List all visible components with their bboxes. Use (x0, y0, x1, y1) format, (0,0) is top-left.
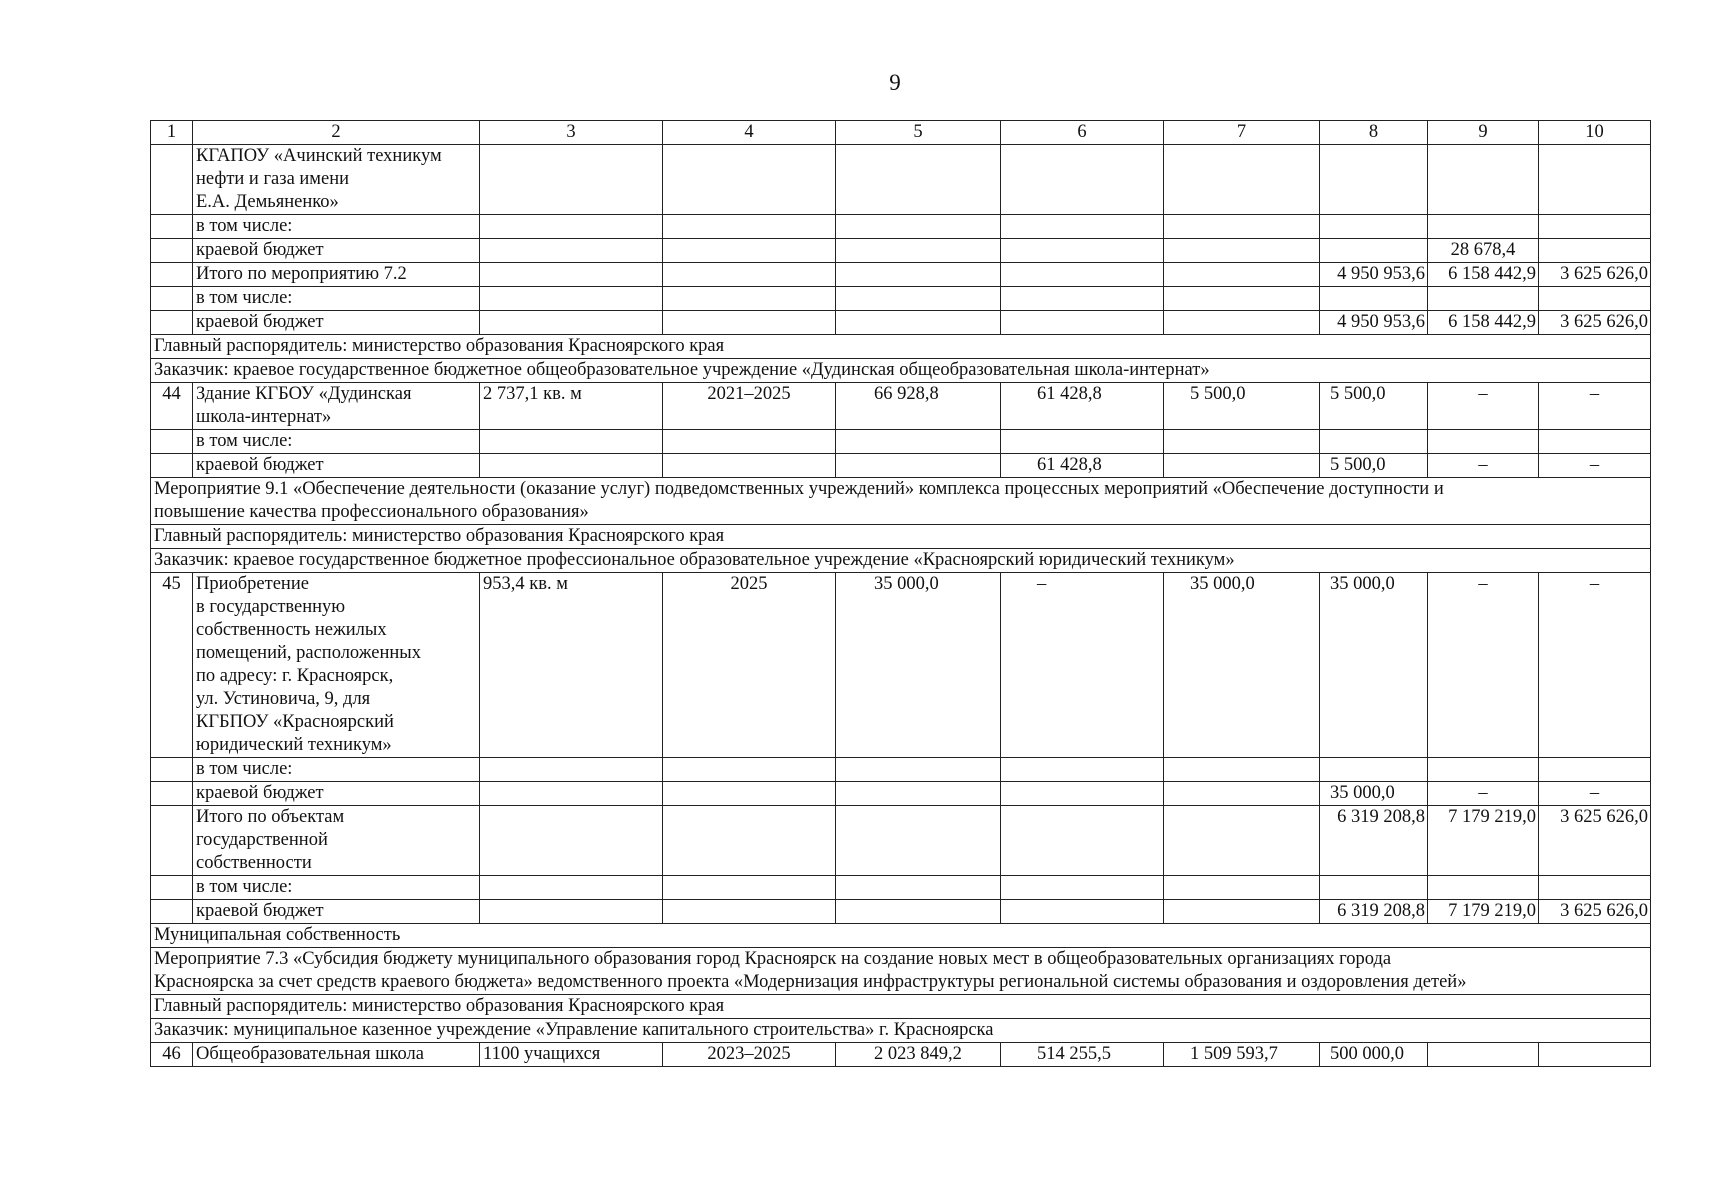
header-cell: 2 (193, 121, 480, 145)
value-cell (1001, 263, 1164, 287)
value-cell (1428, 876, 1539, 900)
value-cell: 61 428,8 (1001, 383, 1164, 430)
value-cell (1539, 215, 1651, 239)
value-cell (836, 806, 1001, 876)
value-cell (1001, 806, 1164, 876)
name-cell: в том числе: (193, 287, 480, 311)
row-number-cell: 44 (151, 383, 193, 430)
name-cell: в том числе: (193, 215, 480, 239)
value-cell: 4 950 953,6 (1320, 263, 1428, 287)
value-cell (836, 311, 1001, 335)
value-cell: 7 179 219,0 (1428, 806, 1539, 876)
table-row (151, 758, 1651, 782)
value-cell (1164, 430, 1320, 454)
value-cell (1164, 287, 1320, 311)
value-cell: 3 625 626,0 (1539, 311, 1651, 335)
table-row (151, 782, 1651, 806)
value-cell (1164, 454, 1320, 478)
value-cell (1428, 145, 1539, 215)
value-cell (1164, 876, 1320, 900)
value-cell: 514 255,5 (1001, 1043, 1164, 1067)
header-cell: 6 (1001, 121, 1164, 145)
value-cell: 5 500,0 (1320, 454, 1428, 478)
value-cell (663, 430, 836, 454)
value-cell (1164, 806, 1320, 876)
value-cell: 35 000,0 (836, 573, 1001, 758)
value-cell: – (1539, 782, 1651, 806)
header-cell: 10 (1539, 121, 1651, 145)
value-cell (663, 239, 836, 263)
value-cell: – (1539, 383, 1651, 430)
value-cell (480, 758, 663, 782)
value-cell (1428, 215, 1539, 239)
section-heading: Главный распорядитель: министерство образования Красноярского края (151, 995, 1651, 1019)
value-cell (1320, 239, 1428, 263)
value-cell (1164, 239, 1320, 263)
section-heading: Заказчик: краевое государственное бюджетное общеобразовательное учреждение «Дудинская общеобразовательная школа-интернат» (151, 359, 1651, 383)
value-cell (480, 900, 663, 924)
name-cell: Итого по объектам государственной собственности (193, 806, 480, 876)
value-cell (1164, 263, 1320, 287)
section-heading: Мероприятие 9.1 «Обеспечение деятельности (оказание услуг) подведомственных учреждений» комплекса процессных мероприятий «Обеспечение доступности и повышение качества профессионального образования» (151, 478, 1651, 525)
value-cell (663, 145, 836, 215)
value-cell (1539, 430, 1651, 454)
value-cell (1320, 876, 1428, 900)
value-cell (1428, 758, 1539, 782)
name-cell: краевой бюджет (193, 239, 480, 263)
value-cell: 2 023 849,2 (836, 1043, 1001, 1067)
value-cell: 3 625 626,0 (1539, 263, 1651, 287)
value-cell: – (1001, 573, 1164, 758)
value-cell (480, 454, 663, 478)
value-cell: 28 678,4 (1428, 239, 1539, 263)
value-cell: 2 737,1 кв. м (480, 383, 663, 430)
row-number-cell (151, 454, 193, 478)
value-cell (480, 263, 663, 287)
value-cell (1320, 215, 1428, 239)
value-cell (480, 876, 663, 900)
section-row (151, 359, 1651, 383)
value-cell (663, 311, 836, 335)
section-heading: Заказчик: муниципальное казенное учреждение «Управление капитального строительства» г. Красноярска (151, 1019, 1651, 1043)
row-number-cell (151, 145, 193, 215)
name-cell: краевой бюджет (193, 900, 480, 924)
value-cell (1428, 430, 1539, 454)
value-cell (1539, 287, 1651, 311)
value-cell: 66 928,8 (836, 383, 1001, 430)
value-cell (1001, 876, 1164, 900)
value-cell (1164, 782, 1320, 806)
header-cell: 5 (836, 121, 1001, 145)
table-row (151, 900, 1651, 924)
value-cell (663, 782, 836, 806)
value-cell (1320, 430, 1428, 454)
value-cell (836, 454, 1001, 478)
value-cell (1428, 287, 1539, 311)
table-row (151, 311, 1651, 335)
value-cell: 6 319 208,8 (1320, 806, 1428, 876)
row-number-cell (151, 876, 193, 900)
value-cell: 7 179 219,0 (1428, 900, 1539, 924)
value-cell (1001, 145, 1164, 215)
header-cell: 9 (1428, 121, 1539, 145)
value-cell (1539, 758, 1651, 782)
value-cell (1001, 215, 1164, 239)
value-cell (1164, 311, 1320, 335)
value-cell (1539, 876, 1651, 900)
section-row (151, 948, 1651, 995)
budget-table (150, 120, 1651, 1067)
value-cell: – (1539, 454, 1651, 478)
value-cell (480, 239, 663, 263)
name-cell: Здание КГБОУ «Дудинская школа-интернат» (193, 383, 480, 430)
value-cell (1164, 900, 1320, 924)
row-number-cell (151, 782, 193, 806)
value-cell (836, 263, 1001, 287)
value-cell (663, 263, 836, 287)
value-cell (663, 215, 836, 239)
table-row (151, 1043, 1651, 1067)
section-heading: Заказчик: краевое государственное бюджетное профессиональное образовательное учреждение «Красноярский юридический техникум» (151, 549, 1651, 573)
section-heading: Главный распорядитель: министерство образования Красноярского края (151, 335, 1651, 359)
value-cell (1001, 287, 1164, 311)
value-cell: 2023–2025 (663, 1043, 836, 1067)
value-cell (480, 806, 663, 876)
table-row (151, 573, 1651, 758)
value-cell: 1100 учащихся (480, 1043, 663, 1067)
value-cell: 6 319 208,8 (1320, 900, 1428, 924)
value-cell (1320, 758, 1428, 782)
header-cell: 7 (1164, 121, 1320, 145)
value-cell (1164, 145, 1320, 215)
section-row (151, 478, 1651, 525)
value-cell (836, 876, 1001, 900)
row-number-cell: 46 (151, 1043, 193, 1067)
value-cell (480, 782, 663, 806)
table-row (151, 145, 1651, 215)
table-row (151, 239, 1651, 263)
value-cell (1001, 758, 1164, 782)
value-cell: 2025 (663, 573, 836, 758)
row-number-cell (151, 263, 193, 287)
header-cell: 1 (151, 121, 193, 145)
value-cell (480, 287, 663, 311)
row-number-cell (151, 215, 193, 239)
value-cell: 35 000,0 (1320, 573, 1428, 758)
name-cell: в том числе: (193, 876, 480, 900)
value-cell: – (1428, 573, 1539, 758)
value-cell (836, 430, 1001, 454)
value-cell: 953,4 кв. м (480, 573, 663, 758)
value-cell (480, 311, 663, 335)
value-cell (1001, 311, 1164, 335)
value-cell: 3 625 626,0 (1539, 900, 1651, 924)
header-cell: 8 (1320, 121, 1428, 145)
table-row (151, 454, 1651, 478)
value-cell (663, 287, 836, 311)
section-row (151, 549, 1651, 573)
name-cell: в том числе: (193, 430, 480, 454)
value-cell: 5 500,0 (1164, 383, 1320, 430)
value-cell (836, 782, 1001, 806)
value-cell (836, 239, 1001, 263)
name-cell: Приобретение в государственную собственность нежилых помещений, расположенных по адресу: г. Красноярск, ул. Устиновича, 9, для КГБПОУ «Красноярский юридический техникум» (193, 573, 480, 758)
table-row (151, 806, 1651, 876)
value-cell (1320, 145, 1428, 215)
value-cell: – (1428, 782, 1539, 806)
value-cell (836, 145, 1001, 215)
value-cell (663, 454, 836, 478)
value-cell: 6 158 442,9 (1428, 263, 1539, 287)
value-cell: – (1539, 573, 1651, 758)
section-row (151, 924, 1651, 948)
section-row (151, 995, 1651, 1019)
table-row (151, 287, 1651, 311)
value-cell: 35 000,0 (1320, 782, 1428, 806)
value-cell (1001, 900, 1164, 924)
row-number-cell (151, 311, 193, 335)
name-cell: в том числе: (193, 758, 480, 782)
value-cell: – (1428, 454, 1539, 478)
table-row (151, 383, 1651, 430)
value-cell: 500 000,0 (1320, 1043, 1428, 1067)
table-row (151, 263, 1651, 287)
value-cell: 1 509 593,7 (1164, 1043, 1320, 1067)
value-cell: 6 158 442,9 (1428, 311, 1539, 335)
name-cell: Общеобразовательная школа (193, 1043, 480, 1067)
row-number-cell (151, 758, 193, 782)
section-heading: Муниципальная собственность (151, 924, 1651, 948)
value-cell (1320, 287, 1428, 311)
section-row (151, 525, 1651, 549)
row-number-cell: 45 (151, 573, 193, 758)
value-cell (1164, 215, 1320, 239)
header-cell: 3 (480, 121, 663, 145)
value-cell (663, 876, 836, 900)
value-cell: 5 500,0 (1320, 383, 1428, 430)
value-cell: 3 625 626,0 (1539, 806, 1651, 876)
header-row (151, 121, 1651, 145)
value-cell: 4 950 953,6 (1320, 311, 1428, 335)
value-cell (1428, 1043, 1539, 1067)
value-cell (1539, 239, 1651, 263)
value-cell (836, 287, 1001, 311)
row-number-cell (151, 239, 193, 263)
value-cell: 35 000,0 (1164, 573, 1320, 758)
section-row (151, 335, 1651, 359)
section-row (151, 1019, 1651, 1043)
section-heading: Главный распорядитель: министерство образования Красноярского края (151, 525, 1651, 549)
table-row (151, 876, 1651, 900)
name-cell: краевой бюджет (193, 454, 480, 478)
value-cell (836, 758, 1001, 782)
value-cell (480, 215, 663, 239)
row-number-cell (151, 287, 193, 311)
section-heading: Мероприятие 7.3 «Субсидия бюджету муниципального образования город Красноярск на создание новых мест в общеобразовательных организациях города Красноярска за счет средств краевого бюджета» ведомственного проекта «Модернизация инфраструктуры региональной системы образования и оздоровления детей» (151, 948, 1651, 995)
page-number: 9 (889, 70, 901, 95)
value-cell (1539, 145, 1651, 215)
value-cell (1001, 239, 1164, 263)
value-cell (1164, 758, 1320, 782)
value-cell (663, 900, 836, 924)
name-cell: краевой бюджет (193, 311, 480, 335)
value-cell: – (1428, 383, 1539, 430)
value-cell (836, 900, 1001, 924)
name-cell: краевой бюджет (193, 782, 480, 806)
table-row (151, 215, 1651, 239)
value-cell: 2021–2025 (663, 383, 836, 430)
value-cell (480, 430, 663, 454)
value-cell (480, 145, 663, 215)
name-cell: КГАПОУ «Ачинский техникум нефти и газа имени Е.А. Демьяненко» (193, 145, 480, 215)
table-body (151, 121, 1651, 1067)
table-row (151, 430, 1651, 454)
header-cell: 4 (663, 121, 836, 145)
value-cell (836, 215, 1001, 239)
value-cell (1001, 782, 1164, 806)
value-cell: 61 428,8 (1001, 454, 1164, 478)
row-number-cell (151, 430, 193, 454)
row-number-cell (151, 806, 193, 876)
value-cell (1539, 1043, 1651, 1067)
value-cell (663, 806, 836, 876)
row-number-cell (151, 900, 193, 924)
name-cell: Итого по мероприятию 7.2 (193, 263, 480, 287)
value-cell (663, 758, 836, 782)
value-cell (1001, 430, 1164, 454)
